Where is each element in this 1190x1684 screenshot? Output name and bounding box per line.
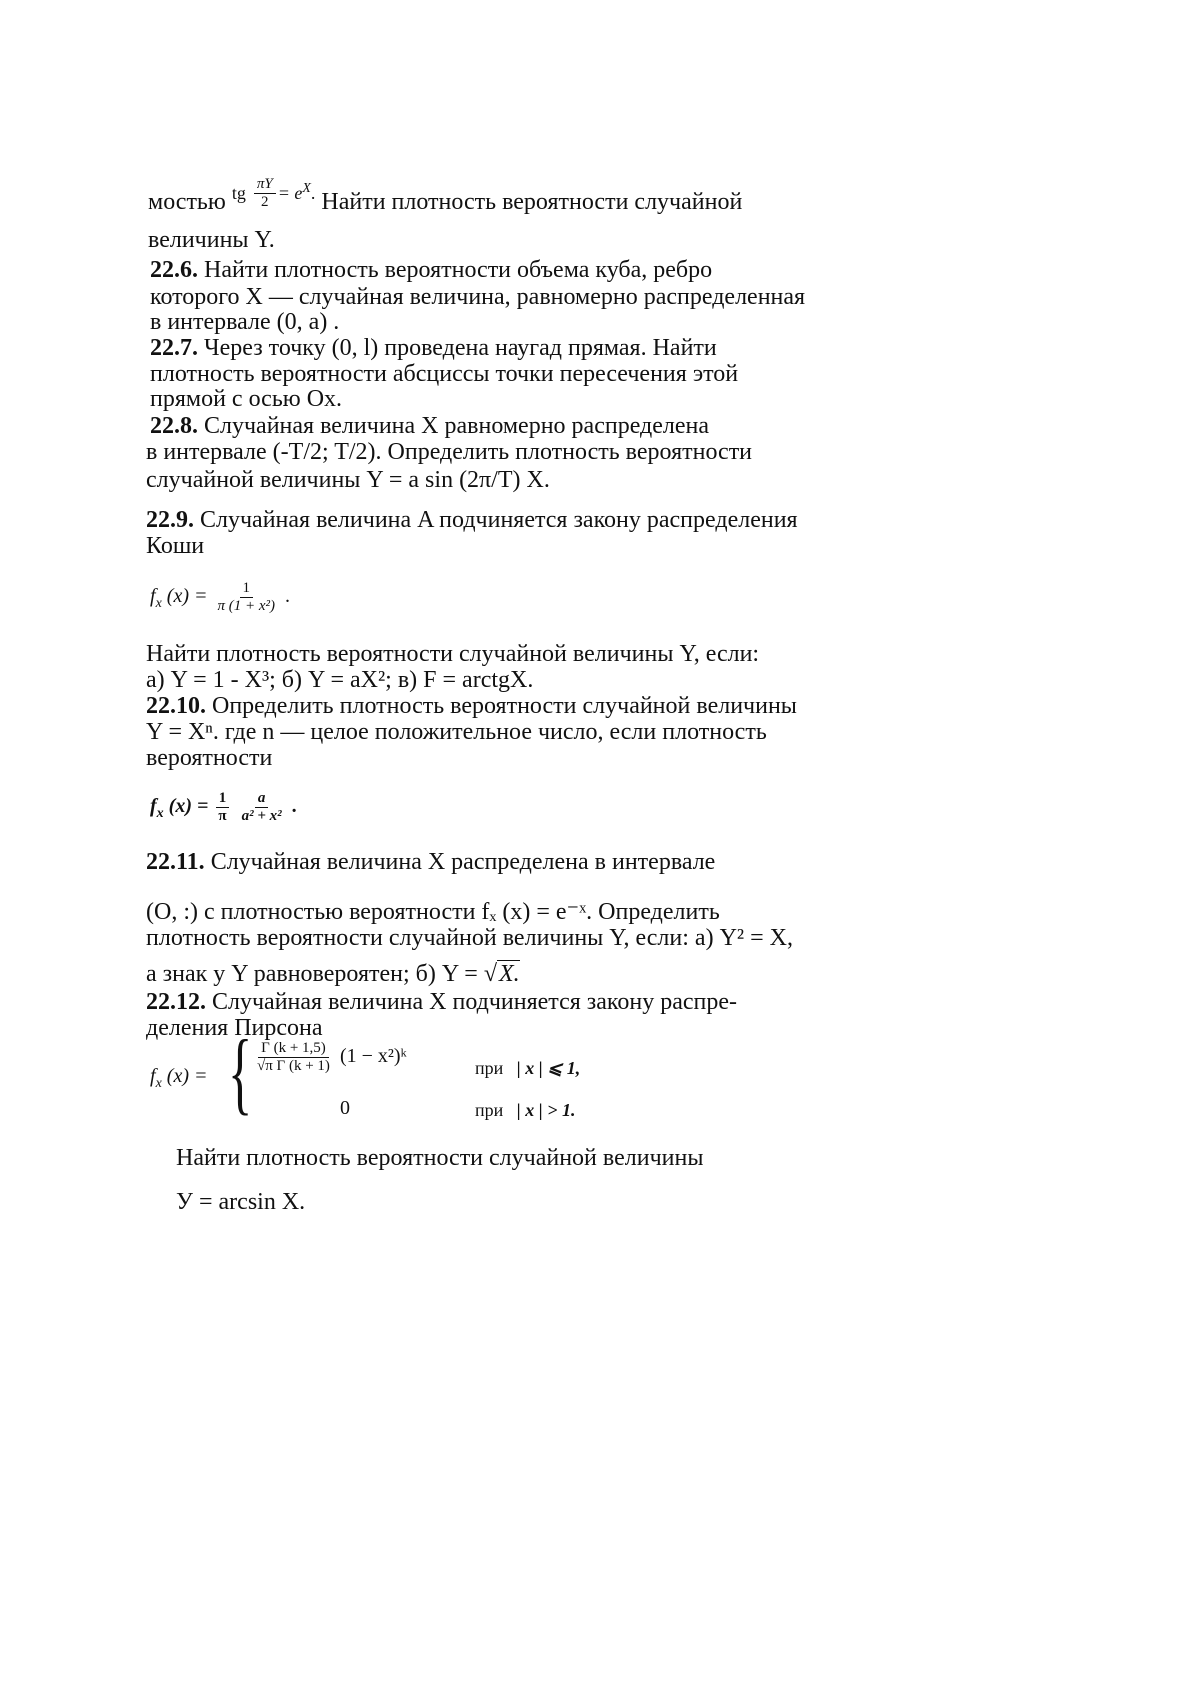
problem-22-8-line-2: в интервале (-T/2; T/2). Определить плотность вероятности: [146, 439, 753, 465]
problem-22-11-line-2: (О, :) с плотностью вероятности fₓ (x) = e⁻ˣ. Определить: [146, 899, 720, 925]
problem-number: 22.8.: [150, 413, 198, 439]
problem-22-9-line-2: Коши: [146, 533, 205, 559]
problem-22-9-line-1: [146, 506, 798, 534]
cond: | x | > 1.: [516, 1100, 576, 1120]
frac-num: 1: [216, 790, 230, 808]
exp: X: [302, 181, 311, 197]
tg-text: tg: [231, 183, 246, 204]
text: Случайная величина A подчиняется закону распределения: [194, 507, 798, 533]
pearson-lhs: [150, 1064, 208, 1091]
problem-22-6-line-1: [150, 256, 712, 284]
pearson-case-2-cond: [475, 1098, 575, 1122]
piecewise-brace: {: [228, 1021, 253, 1123]
text: Найти плотность вероятности случайной: [315, 189, 743, 216]
problem-22-6-line-3: в интервале (0, a) .: [150, 309, 340, 335]
problem-number: 22.6.: [150, 257, 198, 283]
text: Найти плотность вероятности объема куба, ребро: [198, 257, 713, 283]
case-1-tail: (1 − x²)ᵏ: [339, 1045, 407, 1068]
pearson-case-1: [252, 1040, 407, 1075]
problem-22-7-line-3: прямой с осью Ox.: [150, 386, 343, 412]
frac-a-over: [239, 790, 285, 825]
cauchy-formula: [150, 580, 290, 615]
problem-22-12-line-4: У = arcsin X.: [176, 1189, 306, 1215]
problem-22-8-line-3: случайной величины Y = a sin (2π/T) X.: [146, 467, 550, 493]
text: а знак у Y равновероятен; б) Y =: [146, 961, 484, 987]
problem-22-9-line-4: а) Y = 1 - X³; б) Y = aX²; в) F = arctgX.: [146, 667, 534, 693]
problem-number: 22.9.: [146, 507, 194, 533]
problem-22-7-line-1: [150, 334, 717, 362]
problem-22-12-line-2: деления Пирсона: [146, 1015, 323, 1041]
frac-piY-2: [254, 176, 276, 211]
f-arg: (x) =: [166, 585, 208, 608]
frac-1-pi: [215, 790, 229, 825]
problem-number: 22.12.: [146, 989, 206, 1015]
eq-text: = e: [277, 183, 303, 204]
problem-22-11-line-4: [146, 960, 520, 988]
frac-num: Γ (k + 1,5): [258, 1040, 329, 1058]
frac-den: π: [218, 808, 227, 824]
text: Определить плотность вероятности случайной величины: [206, 693, 797, 719]
f-arg: (x) =: [168, 795, 209, 818]
text: мостью: [148, 189, 226, 216]
frac-den: π (1 + x²): [217, 598, 276, 614]
problem-22-6-line-2: которого X — случайная величина, равномерно распределенная: [150, 284, 806, 310]
problem-number: 22.11.: [146, 849, 205, 875]
frac-num: 1: [240, 580, 254, 598]
dot: .: [310, 183, 316, 204]
problem-number: 22.7.: [150, 335, 198, 361]
problem-22-12-line-3: Найти плотность вероятности случайной величины: [176, 1145, 704, 1171]
pearson-frac: [254, 1040, 333, 1075]
f-symbol: f: [150, 1065, 156, 1087]
f-sub: x: [155, 596, 162, 612]
problem-22-11-line-1: [146, 848, 715, 876]
text: Случайная величина X равномерно распределена: [198, 413, 710, 439]
f-symbol: f: [150, 585, 156, 608]
cond: | x | ⩽ 1,: [516, 1058, 581, 1078]
problem-22-9-line-3: Найти плотность вероятности случайной величины Y, если:: [146, 641, 760, 667]
f-sub: x: [155, 1076, 162, 1091]
p1-line-2: величины Y.: [148, 227, 275, 253]
problem-22-12-line-1: [146, 988, 737, 1016]
pearson-case-1-cond: [475, 1056, 580, 1080]
text: Случайная величина X распределена в интервале: [204, 849, 716, 875]
problem-22-10-line-1: [146, 692, 797, 720]
pearson-case-2: 0: [340, 1097, 350, 1119]
problem-number: 22.10.: [146, 693, 206, 719]
problem-22-10-line-3: вероятности: [146, 745, 273, 771]
frac-num: a: [255, 790, 269, 808]
frac-den: 2: [261, 194, 269, 210]
dot: .: [285, 585, 291, 608]
cond-word: при: [475, 1100, 504, 1120]
problem-22-11-line-3: плотность вероятности случайной величины Y, если: а) Y² = X,: [146, 925, 793, 951]
sqrt-sign: √: [483, 961, 497, 987]
f-symbol: f: [150, 795, 157, 818]
cauchy-frac: [214, 580, 278, 615]
problem-22-10-line-2: Y = Xⁿ. где n — целое положительное число, если плотность: [146, 719, 767, 745]
frac-den: √π Γ (k + 1): [257, 1058, 330, 1074]
text: Через точку (0, l) проведена наугад прямая. Найти: [198, 335, 717, 361]
text: Случайная величина X подчиняется закону распре-: [206, 989, 737, 1015]
density-formula-22-10: [150, 790, 297, 825]
frac-num: πY: [254, 176, 276, 194]
f-sub: x: [156, 806, 164, 822]
sqrt-radicand: X.: [499, 961, 520, 987]
frac-den: a² + x²: [241, 808, 282, 824]
problem-22-8-line-1: [150, 412, 709, 440]
problem-22-7-line-2: плотность вероятности абсциссы точки пересечения этой: [150, 361, 739, 387]
f-arg: (x) =: [166, 1065, 208, 1087]
dot: .: [291, 795, 297, 818]
cond-word: при: [475, 1058, 504, 1078]
